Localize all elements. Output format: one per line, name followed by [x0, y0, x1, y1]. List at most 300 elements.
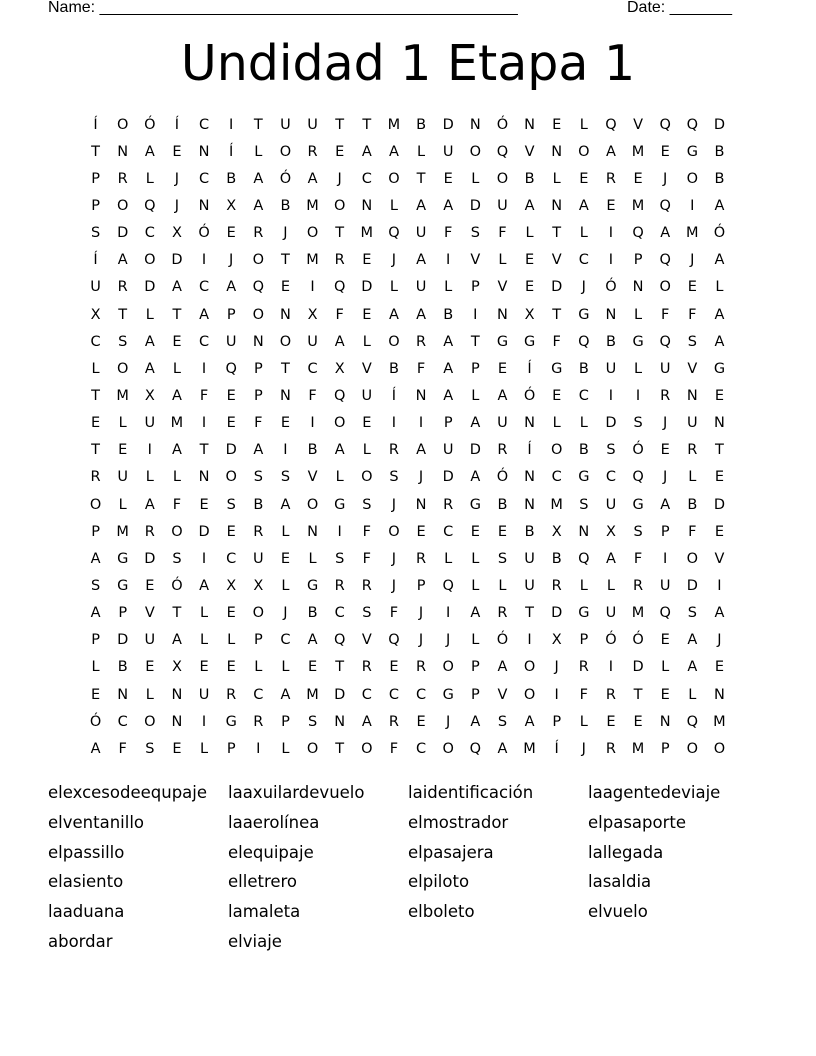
grid-letter[interactable]: G — [496, 333, 509, 350]
grid-letter[interactable]: P — [281, 713, 290, 730]
grid-letter[interactable]: L — [118, 496, 127, 513]
grid-letter[interactable]: B — [687, 496, 698, 513]
grid-letter[interactable]: M — [360, 225, 374, 242]
grid-letter[interactable]: L — [471, 550, 480, 567]
grid-letter[interactable]: S — [307, 713, 318, 730]
grid-letter[interactable]: L — [362, 333, 371, 350]
grid-letter[interactable]: N — [524, 469, 535, 486]
grid-letter[interactable]: B — [253, 496, 264, 513]
grid-letter[interactable]: V — [714, 550, 725, 567]
grid-letter[interactable]: O — [361, 740, 373, 757]
grid-letter[interactable]: I — [310, 415, 315, 432]
grid-letter[interactable]: D — [469, 442, 481, 459]
grid-letter[interactable]: L — [281, 577, 290, 594]
grid-letter[interactable]: L — [200, 740, 209, 757]
grid-letter[interactable]: B — [524, 523, 535, 540]
grid-letter[interactable]: G — [117, 550, 129, 567]
grid-letter[interactable]: T — [552, 225, 562, 242]
grid-letter[interactable]: F — [199, 387, 209, 404]
grid-letter[interactable]: V — [361, 632, 372, 649]
grid-letter[interactable]: R — [334, 252, 345, 269]
grid-letter[interactable]: A — [334, 442, 345, 459]
grid-letter[interactable]: S — [633, 523, 643, 540]
grid-letter[interactable]: T — [253, 116, 263, 133]
grid-letter[interactable]: M — [387, 116, 401, 133]
grid-letter[interactable]: Q — [659, 197, 671, 214]
grid-letter[interactable]: A — [660, 496, 671, 513]
grid-letter[interactable]: S — [90, 577, 101, 594]
grid-letter[interactable]: S — [687, 333, 697, 350]
grid-letter[interactable]: N — [632, 279, 644, 296]
grid-letter[interactable]: T — [91, 143, 100, 160]
grid-letter[interactable]: J — [690, 252, 695, 269]
grid-letter[interactable]: E — [307, 659, 318, 676]
grid-letter[interactable]: G — [632, 333, 644, 350]
grid-letter[interactable]: E — [389, 659, 399, 676]
grid-letter[interactable]: S — [389, 469, 399, 486]
grid-letter[interactable]: G — [578, 306, 590, 323]
grid-letter[interactable]: D — [144, 550, 156, 567]
grid-letter[interactable]: C — [578, 387, 589, 404]
grid-letter[interactable]: A — [117, 252, 128, 269]
grid-letter[interactable]: G — [713, 360, 726, 377]
grid-letter[interactable]: P — [660, 740, 670, 757]
grid-letter[interactable]: O — [252, 306, 265, 323]
grid-letter[interactable]: E — [90, 415, 101, 432]
grid-letter[interactable]: P — [226, 740, 236, 757]
grid-letter[interactable]: L — [525, 225, 534, 242]
grid-letter[interactable]: L — [444, 550, 453, 567]
grid-letter[interactable]: D — [713, 496, 726, 513]
grid-letter[interactable]: E — [362, 252, 372, 269]
grid-letter[interactable]: U — [280, 116, 291, 133]
grid-letter[interactable]: A — [578, 197, 589, 214]
grid-letter[interactable]: A — [687, 659, 698, 676]
grid-letter[interactable]: Ó — [89, 713, 102, 730]
grid-letter[interactable]: N — [686, 387, 698, 404]
date-field[interactable]: Date: _______ — [627, 0, 732, 16]
grid-letter[interactable]: E — [145, 659, 155, 676]
grid-letter[interactable]: O — [144, 252, 156, 269]
grid-letter[interactable]: C — [117, 713, 128, 730]
grid-letter[interactable]: J — [283, 605, 288, 622]
grid-letter[interactable]: U — [117, 469, 128, 486]
grid-letter[interactable]: U — [497, 415, 508, 432]
grid-letter[interactable]: D — [225, 442, 237, 459]
grid-letter[interactable]: I — [391, 415, 397, 432]
grid-letter[interactable]: S — [172, 550, 182, 567]
grid-letter[interactable]: A — [280, 496, 291, 513]
grid-letter[interactable]: N — [469, 116, 481, 133]
grid-letter[interactable]: S — [497, 550, 508, 567]
grid-letter[interactable]: L — [579, 225, 588, 242]
grid-letter[interactable]: U — [524, 550, 535, 567]
grid-letter[interactable]: Q — [659, 605, 671, 622]
grid-letter[interactable]: G — [578, 469, 590, 486]
grid-letter[interactable]: F — [308, 387, 317, 404]
grid-letter[interactable]: D — [713, 116, 726, 133]
grid-letter[interactable]: G — [117, 577, 129, 594]
grid-letter[interactable]: T — [552, 306, 562, 323]
grid-letter[interactable]: N — [334, 713, 346, 730]
grid-letter[interactable]: Ó — [144, 116, 156, 133]
grid-letter[interactable]: L — [227, 632, 236, 649]
grid-letter[interactable]: A — [416, 442, 427, 459]
grid-letter[interactable]: N — [578, 523, 590, 540]
grid-letter[interactable]: M — [713, 713, 726, 730]
grid-letter[interactable]: P — [443, 415, 453, 432]
grid-letter[interactable]: E — [552, 116, 562, 133]
grid-letter[interactable]: N — [524, 116, 535, 133]
grid-letter[interactable]: C — [199, 170, 210, 187]
grid-letter[interactable]: D — [551, 279, 563, 296]
grid-letter[interactable]: I — [635, 387, 641, 404]
grid-letter[interactable]: B — [117, 659, 128, 676]
grid-letter[interactable]: N — [198, 197, 210, 214]
grid-letter[interactable]: E — [90, 686, 101, 703]
grid-letter[interactable]: A — [388, 306, 399, 323]
grid-letter[interactable]: J — [229, 252, 234, 269]
grid-letter[interactable]: B — [443, 306, 454, 323]
grid-letter[interactable]: G — [334, 496, 346, 513]
grid-letter[interactable]: L — [634, 306, 643, 323]
grid-letter[interactable]: C — [199, 333, 210, 350]
grid-letter[interactable]: F — [362, 523, 371, 540]
grid-letter[interactable]: A — [171, 442, 182, 459]
grid-letter[interactable]: B — [578, 360, 589, 377]
grid-letter[interactable]: J — [418, 469, 424, 486]
grid-letter[interactable]: O — [306, 225, 319, 242]
grid-letter[interactable]: U — [687, 415, 698, 432]
grid-letter[interactable]: E — [199, 496, 209, 513]
grid-letter[interactable]: J — [418, 632, 424, 649]
grid-letter[interactable]: B — [578, 442, 589, 459]
grid-letter[interactable]: N — [605, 306, 617, 323]
grid-letter[interactable]: C — [443, 523, 454, 540]
grid-letter[interactable]: T — [335, 740, 345, 757]
grid-letter[interactable]: I — [201, 713, 207, 730]
grid-letter[interactable]: Í — [554, 740, 559, 757]
grid-letter[interactable]: B — [524, 170, 535, 187]
grid-letter[interactable]: I — [608, 225, 614, 242]
grid-letter[interactable]: Q — [252, 279, 265, 296]
grid-letter[interactable]: E — [362, 306, 372, 323]
grid-letter[interactable]: J — [663, 415, 668, 432]
grid-letter[interactable]: O — [523, 659, 536, 676]
grid-letter[interactable]: D — [198, 523, 210, 540]
grid-letter[interactable]: L — [254, 659, 263, 676]
grid-letter[interactable]: J — [581, 740, 586, 757]
grid-letter[interactable]: L — [362, 442, 371, 459]
grid-letter[interactable]: U — [307, 333, 318, 350]
grid-letter[interactable]: T — [281, 360, 290, 377]
grid-letter[interactable]: A — [253, 442, 264, 459]
grid-letter[interactable]: Ó — [279, 170, 292, 187]
grid-letter[interactable]: U — [659, 360, 671, 377]
grid-letter[interactable]: J — [554, 659, 559, 676]
grid-letter[interactable]: F — [389, 740, 399, 757]
grid-letter[interactable]: J — [174, 170, 180, 187]
grid-letter[interactable]: Q — [632, 225, 644, 242]
grid-letter[interactable]: S — [606, 442, 616, 459]
grid-letter[interactable]: U — [497, 197, 508, 214]
grid-letter[interactable]: A — [144, 496, 155, 513]
grid-letter[interactable]: V — [633, 116, 644, 133]
grid-letter[interactable]: A — [497, 387, 508, 404]
grid-letter[interactable]: S — [470, 225, 480, 242]
grid-letter[interactable]: O — [306, 496, 319, 513]
grid-letter[interactable]: R — [687, 442, 698, 459]
grid-letter[interactable]: F — [633, 550, 643, 567]
grid-letter[interactable]: E — [714, 523, 725, 540]
grid-letter[interactable]: A — [660, 225, 671, 242]
grid-letter[interactable]: Q — [388, 632, 400, 649]
grid-letter[interactable]: Í — [229, 143, 234, 160]
grid-letter[interactable]: S — [226, 496, 236, 513]
grid-letter[interactable]: U — [307, 116, 318, 133]
grid-letter[interactable]: R — [660, 387, 671, 404]
grid-letter[interactable]: A — [470, 605, 481, 622]
grid-letter[interactable]: B — [714, 170, 725, 187]
grid-letter[interactable]: I — [717, 577, 722, 594]
grid-letter[interactable]: L — [688, 686, 697, 703]
grid-letter[interactable]: S — [362, 605, 372, 622]
grid-letter[interactable]: L — [200, 605, 209, 622]
grid-letter[interactable]: Ó — [523, 387, 536, 404]
grid-letter[interactable]: X — [605, 523, 616, 540]
grid-letter[interactable]: Q — [144, 197, 156, 214]
grid-letter[interactable]: O — [388, 333, 400, 350]
grid-letter[interactable]: U — [524, 577, 535, 594]
grid-letter[interactable]: L — [389, 197, 398, 214]
grid-letter[interactable]: X — [171, 659, 182, 676]
grid-letter[interactable]: N — [551, 143, 563, 160]
grid-letter[interactable]: T — [172, 306, 182, 323]
grid-letter[interactable]: B — [388, 360, 399, 377]
grid-letter[interactable]: X — [551, 632, 562, 649]
grid-letter[interactable]: N — [252, 333, 264, 350]
grid-letter[interactable]: J — [418, 605, 424, 622]
grid-letter[interactable]: J — [446, 632, 451, 649]
grid-letter[interactable]: O — [116, 116, 129, 133]
grid-letter[interactable]: Q — [605, 116, 617, 133]
grid-letter[interactable]: A — [524, 197, 535, 214]
grid-letter[interactable]: X — [144, 387, 155, 404]
grid-letter[interactable]: F — [688, 523, 697, 540]
grid-letter[interactable]: F — [254, 415, 263, 432]
grid-letter[interactable]: U — [605, 605, 617, 622]
grid-letter[interactable]: A — [388, 143, 399, 160]
grid-letter[interactable]: V — [524, 143, 535, 160]
grid-letter[interactable]: V — [497, 279, 508, 296]
grid-letter[interactable]: M — [550, 496, 563, 513]
grid-letter[interactable]: Í — [391, 387, 397, 404]
grid-letter[interactable]: A — [443, 360, 454, 377]
grid-letter[interactable]: R — [361, 577, 372, 594]
grid-letter[interactable]: J — [446, 713, 451, 730]
grid-letter[interactable]: J — [391, 252, 397, 269]
grid-letter[interactable]: X — [90, 306, 101, 323]
grid-letter[interactable]: E — [172, 143, 182, 160]
grid-letter[interactable]: D — [605, 415, 617, 432]
grid-letter[interactable]: M — [116, 387, 129, 404]
grid-letter[interactable]: I — [608, 252, 614, 269]
grid-letter[interactable]: X — [253, 577, 264, 594]
grid-letter[interactable]: R — [443, 496, 454, 513]
grid-letter[interactable]: U — [253, 550, 264, 567]
grid-letter[interactable]: V — [470, 252, 481, 269]
grid-letter[interactable]: A — [253, 170, 264, 187]
grid-letter[interactable]: E — [497, 360, 508, 377]
grid-letter[interactable]: M — [306, 197, 319, 214]
grid-letter[interactable]: P — [118, 605, 128, 622]
grid-letter[interactable]: A — [280, 686, 291, 703]
grid-letter[interactable]: D — [442, 116, 454, 133]
grid-letter[interactable]: V — [144, 605, 155, 622]
grid-letter[interactable]: R — [551, 577, 562, 594]
grid-letter[interactable]: E — [633, 713, 643, 730]
grid-letter[interactable]: E — [172, 333, 182, 350]
grid-letter[interactable]: I — [608, 659, 614, 676]
grid-letter[interactable]: N — [171, 686, 183, 703]
grid-letter[interactable]: R — [388, 713, 399, 730]
grid-letter[interactable]: A — [605, 550, 616, 567]
grid-letter[interactable]: S — [145, 740, 155, 757]
grid-letter[interactable]: E — [633, 170, 643, 187]
grid-letter[interactable]: A — [307, 170, 318, 187]
grid-letter[interactable]: N — [117, 686, 129, 703]
grid-letter[interactable]: O — [89, 496, 102, 513]
grid-letter[interactable]: I — [554, 686, 559, 703]
grid-letter[interactable]: M — [631, 740, 645, 757]
grid-letter[interactable]: O — [442, 740, 454, 757]
grid-letter[interactable]: F — [172, 496, 182, 513]
grid-letter[interactable]: V — [361, 360, 372, 377]
grid-letter[interactable]: T — [335, 225, 345, 242]
grid-letter[interactable]: V — [497, 686, 508, 703]
grid-letter[interactable]: C — [605, 469, 616, 486]
grid-letter[interactable]: A — [307, 632, 318, 649]
grid-letter[interactable]: F — [579, 686, 588, 703]
grid-letter[interactable]: B — [226, 170, 237, 187]
grid-letter[interactable]: N — [280, 387, 291, 404]
grid-letter[interactable]: R — [578, 659, 589, 676]
grid-letter[interactable]: Í — [174, 116, 180, 133]
grid-letter[interactable]: O — [713, 740, 726, 757]
grid-letter[interactable]: F — [389, 605, 399, 622]
grid-letter[interactable]: E — [552, 387, 562, 404]
grid-letter[interactable]: A — [171, 632, 182, 649]
grid-letter[interactable]: L — [471, 387, 480, 404]
grid-letter[interactable]: B — [307, 605, 318, 622]
grid-letter[interactable]: J — [337, 170, 342, 187]
grid-letter[interactable]: R — [361, 659, 372, 676]
grid-letter[interactable]: T — [281, 252, 290, 269]
grid-letter[interactable]: C — [578, 252, 589, 269]
grid-letter[interactable]: J — [283, 225, 288, 242]
grid-letter[interactable]: T — [118, 306, 128, 323]
grid-letter[interactable]: F — [362, 550, 371, 567]
grid-letter[interactable]: L — [417, 143, 426, 160]
grid-letter[interactable]: O — [361, 469, 373, 486]
grid-letter[interactable]: A — [144, 360, 155, 377]
grid-letter[interactable]: C — [551, 469, 562, 486]
grid-letter[interactable]: M — [631, 605, 645, 622]
grid-letter[interactable]: R — [144, 523, 155, 540]
grid-letter[interactable]: M — [116, 523, 129, 540]
grid-letter[interactable]: L — [471, 632, 480, 649]
grid-letter[interactable]: P — [91, 632, 100, 649]
grid-letter[interactable]: A — [687, 632, 698, 649]
grid-letter[interactable]: R — [253, 225, 264, 242]
grid-letter[interactable]: V — [687, 360, 698, 377]
grid-letter[interactable]: E — [226, 387, 236, 404]
grid-letter[interactable]: U — [90, 279, 101, 296]
grid-letter[interactable]: N — [415, 387, 427, 404]
grid-letter[interactable]: Q — [686, 116, 699, 133]
grid-letter[interactable]: N — [714, 686, 725, 703]
grid-letter[interactable]: S — [687, 605, 697, 622]
grid-letter[interactable]: G — [306, 577, 319, 594]
grid-letter[interactable]: R — [334, 577, 345, 594]
grid-letter[interactable]: A — [470, 415, 481, 432]
grid-letter[interactable]: Q — [225, 360, 237, 377]
grid-letter[interactable]: R — [605, 740, 616, 757]
grid-letter[interactable]: D — [442, 469, 454, 486]
grid-letter[interactable]: I — [229, 116, 234, 133]
grid-letter[interactable]: A — [361, 143, 372, 160]
grid-letter[interactable]: A — [497, 740, 508, 757]
grid-letter[interactable]: O — [252, 252, 265, 269]
grid-letter[interactable]: Ó — [605, 279, 617, 296]
grid-letter[interactable]: X — [226, 197, 237, 214]
grid-letter[interactable]: M — [523, 740, 536, 757]
grid-letter[interactable]: Ó — [632, 442, 644, 459]
grid-letter[interactable]: G — [578, 605, 590, 622]
grid-letter[interactable]: O — [279, 333, 292, 350]
grid-letter[interactable]: O — [686, 550, 699, 567]
grid-letter[interactable]: Ó — [198, 225, 210, 242]
grid-letter[interactable]: G — [442, 686, 454, 703]
grid-letter[interactable]: P — [253, 360, 263, 377]
grid-letter[interactable]: P — [470, 360, 480, 377]
grid-letter[interactable]: O — [523, 686, 536, 703]
grid-letter[interactable]: S — [335, 550, 345, 567]
grid-letter[interactable]: D — [551, 605, 563, 622]
grid-letter[interactable]: S — [497, 713, 508, 730]
grid-letter[interactable]: O — [306, 740, 319, 757]
grid-letter[interactable]: L — [91, 360, 100, 377]
grid-letter[interactable]: E — [280, 550, 291, 567]
grid-letter[interactable]: Q — [333, 387, 346, 404]
grid-letter[interactable]: Q — [442, 577, 454, 594]
grid-letter[interactable]: L — [471, 170, 480, 187]
grid-letter[interactable]: R — [253, 523, 264, 540]
grid-letter[interactable]: L — [281, 659, 290, 676]
grid-letter[interactable]: I — [201, 550, 207, 567]
grid-letter[interactable]: O — [659, 279, 671, 296]
grid-letter[interactable]: A — [90, 550, 101, 567]
grid-letter[interactable]: E — [280, 415, 291, 432]
grid-letter[interactable]: T — [172, 605, 182, 622]
grid-letter[interactable]: Q — [469, 740, 482, 757]
grid-letter[interactable]: A — [334, 333, 345, 350]
grid-letter[interactable]: E — [199, 659, 209, 676]
grid-letter[interactable]: B — [497, 496, 508, 513]
grid-letter[interactable]: N — [171, 713, 183, 730]
grid-letter[interactable]: Q — [659, 252, 671, 269]
grid-letter[interactable]: Q — [659, 333, 671, 350]
